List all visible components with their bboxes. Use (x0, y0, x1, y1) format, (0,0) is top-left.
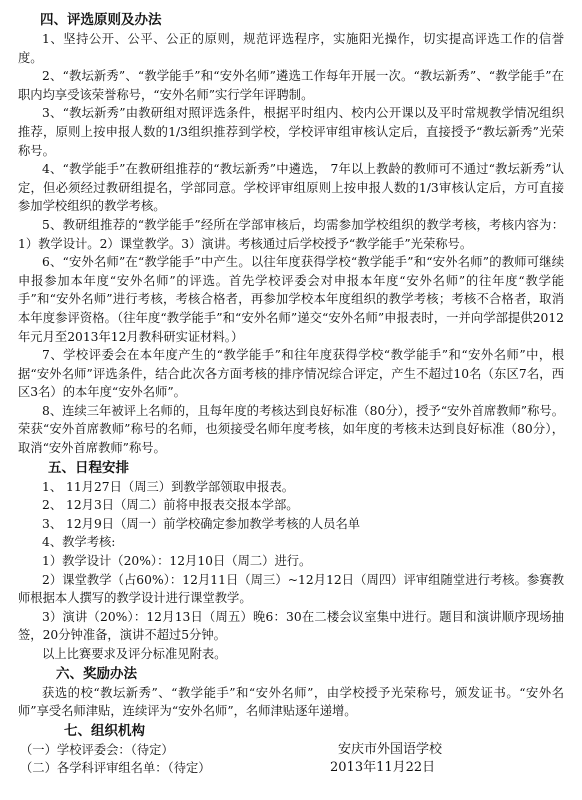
schedule-item-3: 3、 12月9日（周一）前学校确定参加教学考核的人员名单 (42, 516, 361, 531)
section-four-para-4: 4、“教学能手”在教研组推荐的“教坛新秀”中遴选， 7年以上教龄的教师可不通过“教坛新秀”认定，但必须经过教研组提名，学部同意。学校评审组原则上按申报人数的1/3审核认定后，方可直接参加学校组织的教学考核。 (18, 162, 564, 214)
section-five-heading: 五、日程安排 (48, 459, 129, 476)
schedule-item-1: 1、 11月27日（周三）到教学部领取申报表。 (42, 479, 295, 494)
schedule-list (18, 478, 564, 664)
org-item-2: （二）各学科评审组名单：（待定） (20, 761, 211, 776)
schedule-item-4-2: 2）课堂教学（占60%）：12月11日（周三）~12月12日（周四）评审组随堂进行考核。参赛教师根据本人撰写的教学设计进行课堂教学。 (18, 572, 564, 606)
schedule-note: 以上比赛要求及评分标准见附表。 (42, 647, 227, 661)
org-item-1: （一）学校评委会：（待定） (20, 742, 174, 757)
section-six-heading: 六、奖励办法 (56, 665, 137, 682)
section-six-para-1: 获选的校“教坛新秀”、“教学能手”和“安外名师”，由学校授予光荣称号，颁发证书。“安外名师”享受名师津贴，连续评为“安外名师”，名师津贴逐年递增。 (18, 685, 564, 719)
section-four-para-6: 6、“安外名师”在“教学能手”中产生。以往年度获得学校“教学能手”和“安外名师”的教师可继续申报参加本年度“安外名师”的评选。首先学校评委会对申报本年度“安外名师”的往年度“教学能手”和“安外名师”进行考核，考核合格者，再参加学校本年度组织的教学考核；考核不合格者，取消本年度参评资格。（往年度“教学能手”和“安外名师”递交“安外名师”申报表时，一并向学部提供2012年元月至2013年12月教科研实证材料。） (18, 255, 564, 344)
schedule-item-4-1: 1）教学设计（20%）：12月10日（周二）进行。 (42, 554, 312, 569)
schedule-item-2: 2、 12月3日（周二）前将申报表交报本学部。 (42, 498, 299, 513)
section-four-para-2: 2、“教坛新秀”、“教学能手”和“安外名师”遴选工作每年开展一次。“教坛新秀”、“教学能手”在职内均享受该荣誉称号，“安外名师”实行学年评聘制。 (18, 69, 564, 102)
signature-org: 安庆市外国语学校 (338, 742, 443, 757)
section-seven-heading: 七、组织机构 (64, 722, 145, 739)
section-four-para-3: 3、“教坛新秀”由教研组对照评选条件，根据平时组内、校内公开课以及平时常规教学情况组织推荐，原则上按申报人数的1/3组织推荐到学校，学校评审组审核认定后，直接授予“教坛新秀”光荣称号。 (18, 106, 564, 158)
schedule-item-4-3: 3）演讲（20%）：12月13日（周五）晚6：30在二楼会议室集中进行。题目和演讲顺序现场抽签，20分钟准备，演讲不超过5分钟。 (18, 609, 564, 643)
section-four-para-8: 8、连续三年被评上名师的，且每年度的考核达到良好标准（80分），授予“安外首席教师”称号。荣获“安外首席教师”称号的名师，也须接受名师年度考核，如年度的考核未达到良好标准（80分），取消“安外首席教师”称号。 (18, 403, 564, 456)
signature-date: 2013年11月22日 (330, 760, 436, 775)
section-four-para-1: 1、坚持公开、公平、公正的原则，规范评选程序，实施阳光操作，切实提高评选工作的信誉度。 (18, 32, 564, 65)
section-four-para-7: 7、学校评委会在本年度产生的“教学能手”和往年度获得学校“教学能手”和“安外名师”中，根据“安外名师”评选条件，结合此次各方面考核的排序情况综合评定，产生不超过10名（东区7名，西区3名）的本年度“安外名师”。 (18, 348, 564, 400)
section-four-para-5: 5、教研组推荐的“教学能手”经所在学部审核后，均需参加学校组织的教学考核，考核内容为：1）教学设计。2）课堂教学。3）演讲。考核通过后学校授予“教学能手”光荣称号。 (18, 217, 564, 251)
schedule-item-4: 4、教学考核: (42, 535, 116, 550)
org-list (18, 741, 564, 778)
section-four-heading: 四、评选原则及办法 (40, 12, 162, 28)
